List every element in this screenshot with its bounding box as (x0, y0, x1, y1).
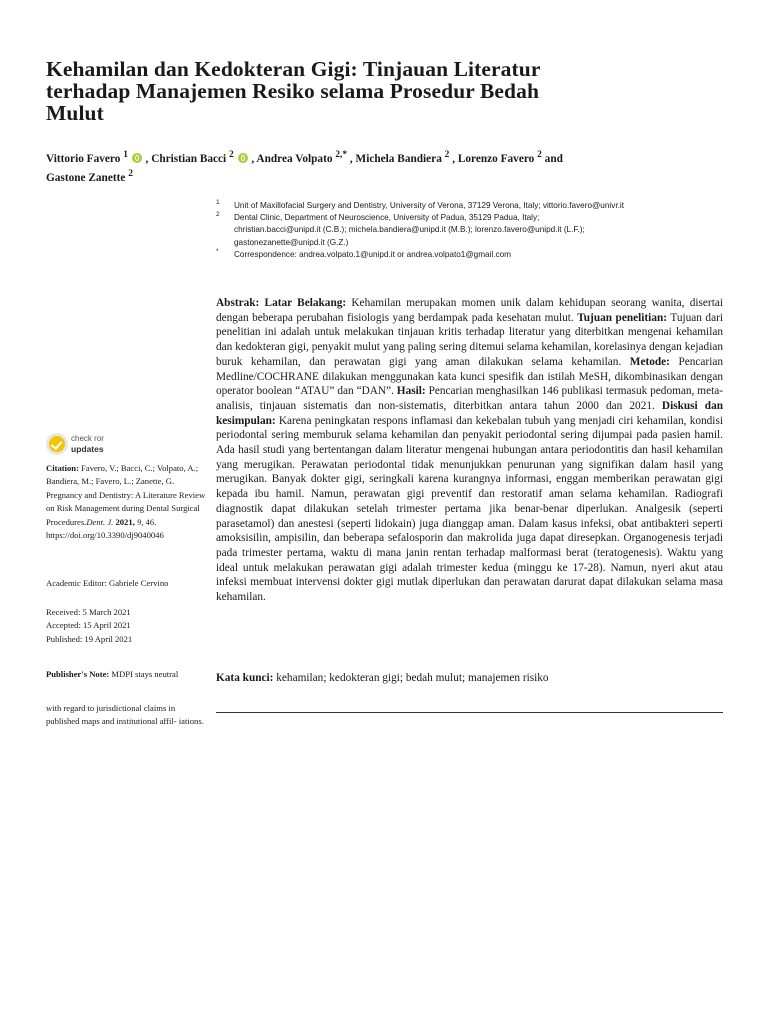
section-divider (216, 712, 723, 713)
affiliation-text: christian.bacci@unipd.it (C.B.); michela.bandiera@unipd.it (M.B.); lorenzo.favero@unipd.it (L.F.); (234, 225, 585, 235)
author-line (46, 167, 726, 186)
orcid-icon[interactable] (238, 153, 248, 163)
author-conjunction: and (544, 152, 563, 165)
correspondence-text: Correspondence: andrea.volpato.1@unipd.it or andrea.volpato1@gmail.com (234, 249, 511, 259)
affiliation-row (216, 224, 736, 236)
keywords (216, 671, 723, 686)
check-updates-icon (46, 433, 68, 455)
article-title (46, 58, 646, 124)
abstract-label: Hasil: (396, 385, 426, 398)
affiliation-text: gastonezanette@unipd.it (G.Z.) (234, 237, 349, 247)
received-date: Received: 5 March 2021 (46, 607, 131, 617)
author-name: , Lorenzo Favero (452, 152, 535, 165)
title-line: terhadap Manajemen Resiko selama Prosedur Bedah (46, 79, 540, 103)
affiliation-number: 2 (216, 211, 220, 219)
author-line (46, 148, 726, 167)
abstract-label: Tujuan penelitian: (577, 311, 668, 324)
publication-dates (46, 606, 206, 646)
affiliation-text: Unit of Maxillofacial Surgery and Dentistry, University of Verona, 37129 Verona, Italy; vittorio.favero@univr.it (234, 201, 624, 210)
author-affil-sup: 2 (128, 169, 133, 180)
title-line: Kehamilan dan Kedokteran Gigi: Tinjauan Literatur (46, 57, 541, 81)
citation-volume: 9, (134, 516, 144, 527)
citation-journal: Dent. J. (86, 516, 114, 527)
author-name: , Andrea Volpato (251, 152, 333, 165)
author-name: Gastone Zanette (46, 172, 126, 185)
check-updates-line1: check ror (71, 434, 104, 443)
author-name: , Michela Bandiera (349, 152, 442, 165)
citation-text: Favero, V.; Bacci, C.; Volpato, A.; Bandiera, M.; Favero, L.; Zanette, G. Pregnancy and Dentistry: A Literature Review on Risk Management during Dental Surgical Procedures. (46, 463, 206, 527)
abstract (216, 296, 723, 605)
correspondence-row (216, 249, 736, 261)
published-date: Published: 19 April 2021 (46, 633, 133, 644)
check-updates-line2: updates (71, 444, 104, 454)
affiliation-number: 1 (216, 199, 220, 206)
author-affil-sup: 2,* (335, 150, 348, 160)
publisher-note-continued: with regard to jurisdictional claims in published maps and institutional affil- iations. (46, 703, 204, 727)
affiliation-row (216, 200, 736, 212)
abstract-text: Karena peningkatan respons inflamasi dan kekebalan tubuh yang menjadi ciri kehamilan, kondisi periodontal sering memburuk selama kehamilan dan penyakit periodontal sering dijumpai pada pasien hamil. Ada hasil studi yang bertentangan dalam literatur mengenai hubungan antara periodontitis dan hasil kehamilan yang merugikan. Perawatan periodontal tidak menunjukkan penurunan yang signifikan dalam hasil yang merugikan. Banyak dokter gigi, seringkali karena kurangnya informasi, enggan memberikan perawatan gigi kepada ibu hamil. Namun, perawatan gigi preventif dan restoratif aman selama kehamilan. Radiografi diagnostik dapat dilakukan setelah trimester pertama jika benar-benar diperlukan. Analgesik (seperti parasetamol) dan anestesi (seperti lidokain) juga dianggap aman. Dalam kasus infeksi, obat antibakteri seperti amoksisilin, ampisilin, dan beberapa sefalosporin dan makrolida juga dapat diresepkan. Organogenesis terjadi pada trimester pertama, waktu di mana janin rentan terhadap malformasi berat (teratogenesis). Waktu yang ideal untuk melakukan perawatan gigi adalah trimester kedua (minggu ke 17-28). Namun, nyeri akut atau infeksi membuat intervensi dokter gigi mutlak diperlukan dan perawatan darurat dapat dilakukan selama masa kehamilan. (216, 414, 723, 604)
citation-block (46, 462, 206, 542)
abstract-label: Abstrak: Latar Belakang: (216, 297, 347, 309)
orcid-icon[interactable] (132, 153, 142, 163)
citation-doi[interactable]: 46. https://doi.org/10.3390/dj9040046 (46, 516, 164, 541)
publisher-note-text: MDPI stays neutral (109, 669, 179, 679)
affiliation-text: Dental Clinic, Department of Neuroscience, University of Padua, 35129 Padua, Italy; (234, 213, 540, 223)
affiliation-row (216, 212, 736, 224)
publisher-note (46, 668, 206, 681)
check-for-updates-badge[interactable] (46, 433, 166, 459)
affiliation-row (216, 237, 736, 249)
author-name: , Christian Bacci (145, 152, 227, 165)
citation-label: Citation: (46, 463, 79, 473)
abstract-text: Tujuan dari penelitian ini adalah untuk melakukan tinjauan kritis terhadap literatur yang diterbitkan mengenai kehamilan dan kedokteran gigi, penyakit mulut yang paling sering ditemui selama kehamilan, korelasinya dengan kejadian buruk kehamilan, dan perawatan gigi yang aman dilakukan selama kehamilan. (216, 311, 723, 368)
publisher-note-label: Publisher's Note: (46, 669, 110, 679)
author-list (46, 148, 726, 187)
academic-editor: Academic Editor: Gabriele Cervino (46, 578, 169, 588)
affiliation-number: * (216, 247, 219, 255)
author-affil-sup: 2 (537, 150, 542, 160)
author-affil-sup: 2 (444, 150, 450, 160)
abstract-text: Pencarian menghasilkan 146 publikasi termasuk pedoman, meta-analisis, tinjauan sistematis dan non-sistematis, diterbitkan antara tahun 2000 dan 2021. (216, 385, 723, 412)
title-line: Mulut (46, 101, 104, 125)
author-name: Vittorio Favero (46, 152, 121, 165)
keywords-text: kehamilan; kedokteran gigi; bedah mulut; manajemen risiko (273, 672, 549, 684)
affiliations (216, 200, 736, 261)
abstract-label: Diskusi dan kesimpulan: (216, 399, 723, 427)
author-affil-sup: 2 (229, 150, 234, 160)
accepted-date: Accepted: 15 April 2021 (46, 620, 131, 631)
citation-year: 2021, (113, 516, 135, 527)
author-affil-sup: 1 (123, 150, 128, 160)
keywords-label: Kata kunci: (216, 672, 274, 684)
abstract-label: Metode: (629, 355, 670, 368)
abstract-text: Kehamilan merupakan momen unik dalam kehidupan seorang wanita, disertai dengan beberapa perubahan fisiologis yang berdampak pada kesehatan mulut. (216, 297, 723, 324)
abstract-text: Pencarian Medline/COCHRANE dilakukan menggunakan kata kunci spesifik dan istilah MeSH, dikombinasikan dengan operator boolean “ATAU” dan “DAN”. (216, 355, 723, 398)
